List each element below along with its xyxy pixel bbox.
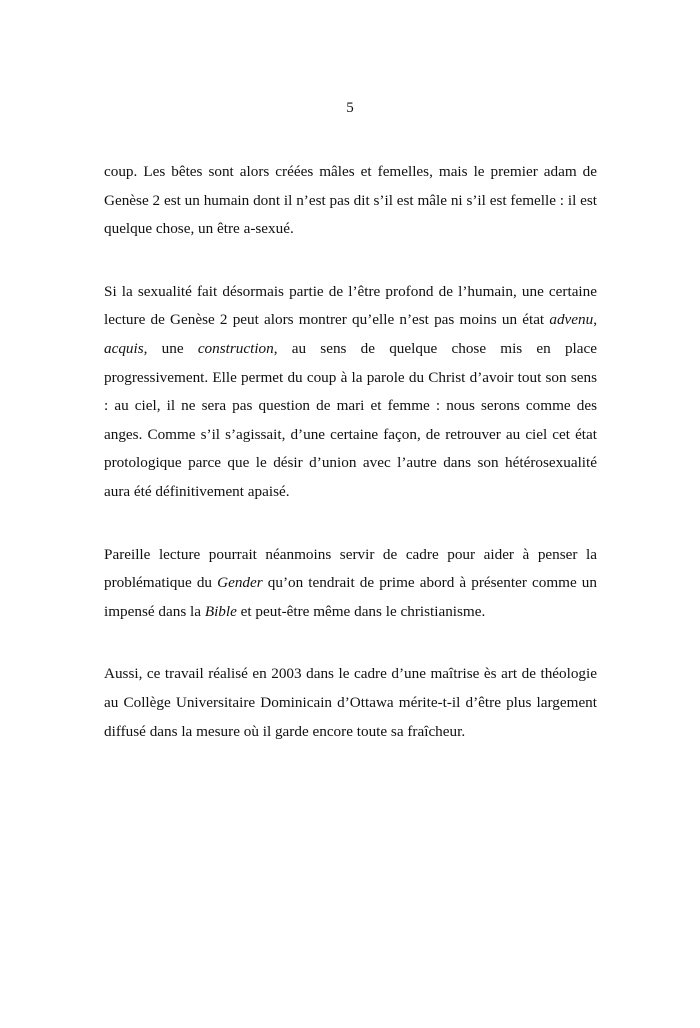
italic-term-acquis: acquis (104, 339, 144, 357)
text-run: Aussi, ce travail réalisé en 2003 dans le cadre d’une maîtrise ès art de théologie au Collège Universitaire Dominicain d’Ottawa mérite-t-il d’être plus largement diffusé dans la mesure où il garde encore toute sa fraîcheur. (104, 665, 597, 740)
text-run: Si la sexualité fait désormais partie de l’être profond de l’humain, une certaine lecture de Genèse 2 peut alors montrer qu’elle n’est pas moins un état (104, 282, 597, 329)
text-run: qu’on tendrait de prime abord à présenter comme un impensé dans la (104, 574, 597, 620)
text-run: , (593, 311, 597, 329)
italic-term-advenu: advenu (549, 311, 594, 329)
page-body (104, 158, 597, 780)
paragraph-4 (104, 660, 597, 746)
text-run: , une (143, 339, 198, 357)
italic-term-bible: Bible (204, 602, 237, 620)
text-run: Pareille lecture pourrait néanmoins servir de cadre pour aider à penser la problématique du (104, 545, 597, 592)
paragraph-1 (104, 158, 597, 244)
text-run: et peut-être même dans le christianisme. (236, 602, 486, 620)
paragraph-2 (104, 278, 597, 507)
text-run: coup. Les bêtes sont alors créées mâles et femelles, mais le premier adam de Genèse 2 est un humain dont il n’est pas dit s’il est mâle ni s’il est femelle : il est quelque chose, un être a-sexué. (104, 163, 597, 238)
page-number: 5 (346, 100, 354, 116)
italic-term-gender: Gender (217, 574, 263, 592)
paragraph-3 (104, 541, 597, 627)
italic-term-construction: construction (197, 339, 274, 357)
text-run: , au sens de quelque chose mis en place progressivement. Elle permet du coup à la parole du Christ d’avoir tout son sens : au ciel, il ne sera pas question de mari et femme : nous serons comme des anges. Comme s’il s’agissait, d’une certaine façon, de retrouver au ciel cet état protologique parce que le désir d’union avec l’autre dans son hétérosexualité aura été définitivement apaisé. (104, 339, 598, 500)
